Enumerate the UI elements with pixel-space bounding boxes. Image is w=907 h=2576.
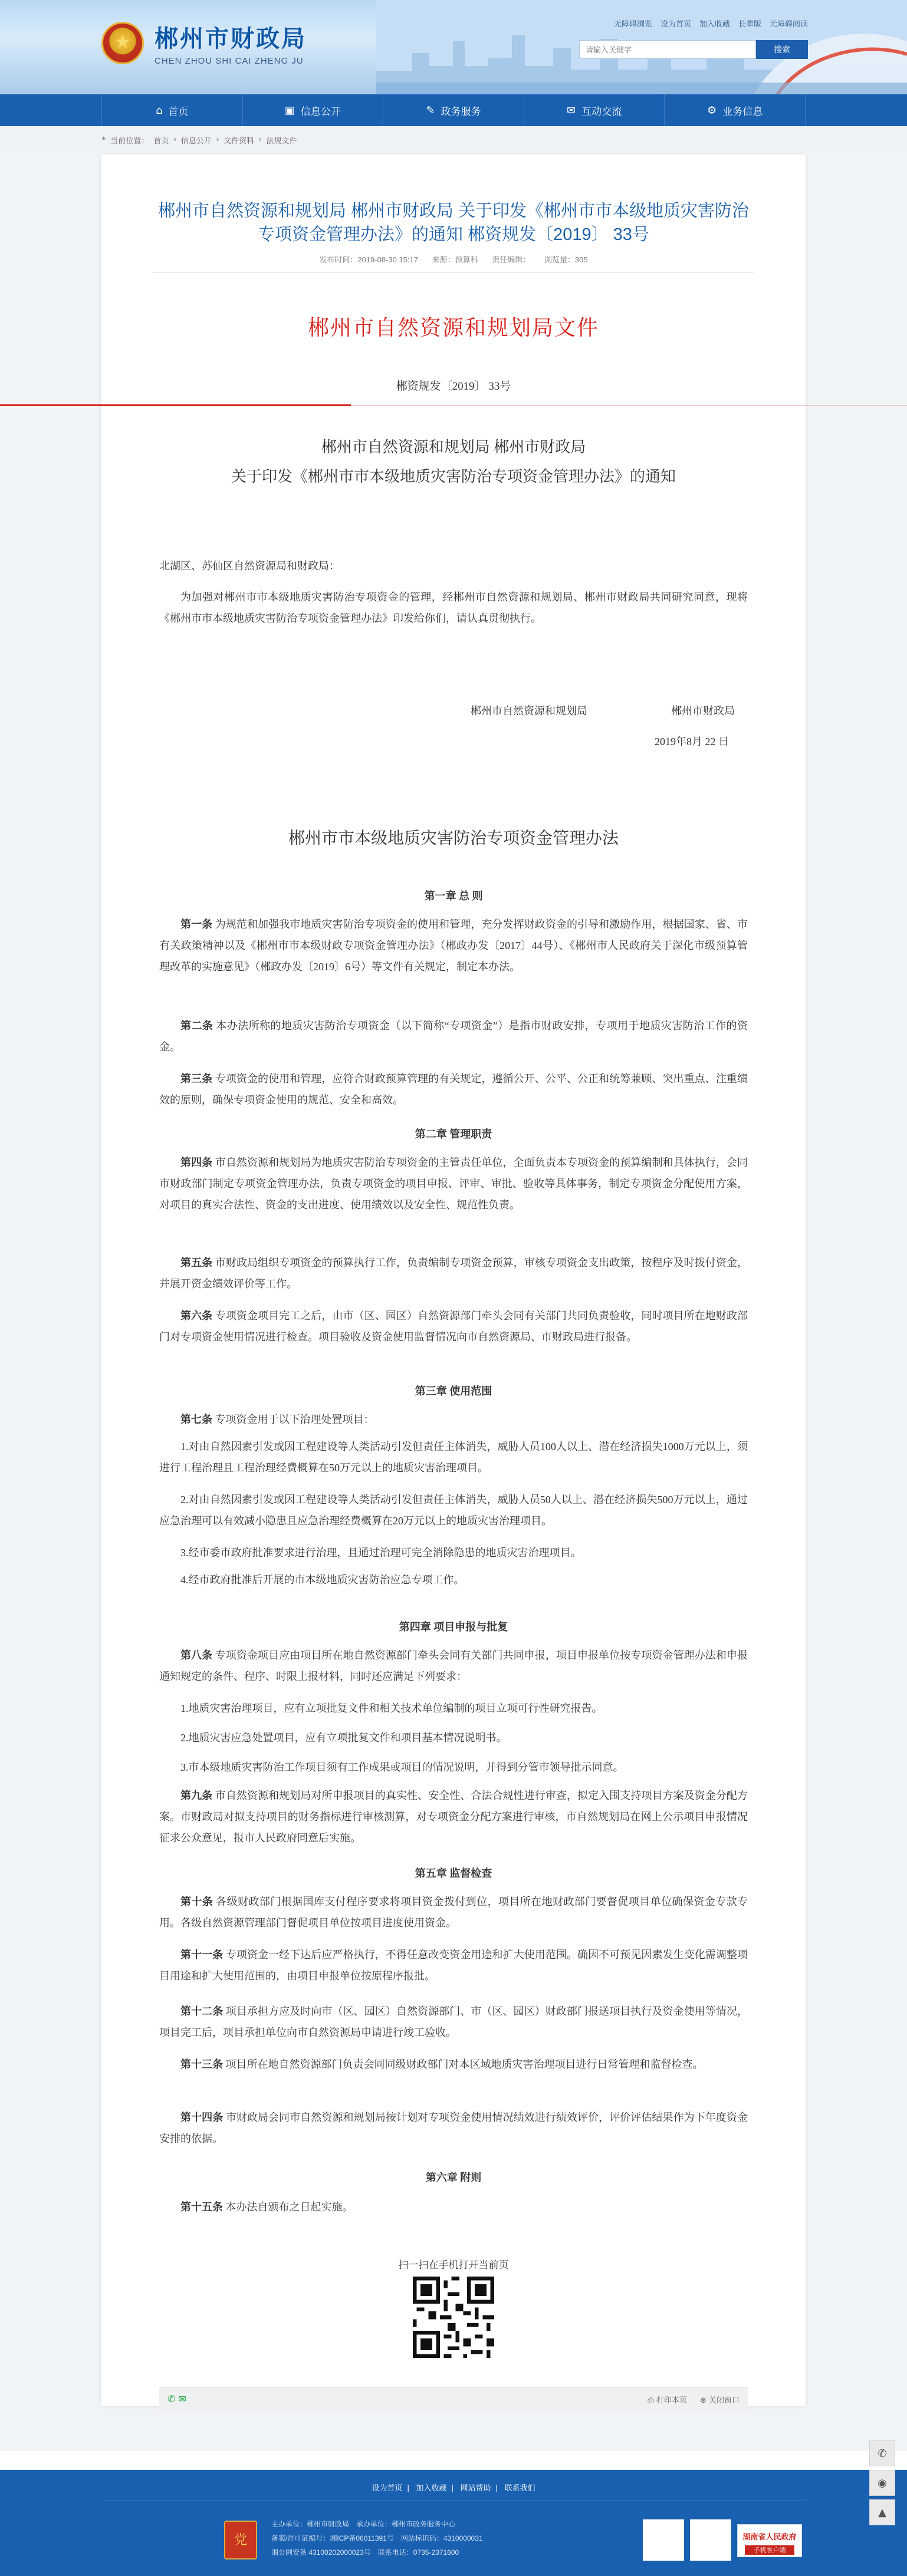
chapter-heading: 第三章 使用范围 (415, 1385, 492, 1397)
article-paragraph (159, 1068, 748, 1111)
breadcrumb-prefix: 当前位置： (110, 136, 149, 145)
article-meta (153, 253, 754, 265)
article-label: 第二条 (180, 1020, 213, 1032)
article-text: 项目所在地自然资源部门负责会同同级财政部门对本区域地质灾害治理项目进行日常管理和监督检查。 (223, 2058, 704, 2070)
article-label: 第十二条 (180, 2005, 224, 2017)
article-label: 第十三条 (180, 2058, 223, 2070)
red-header-title: 郴州市自然资源和规划局文件 (307, 316, 599, 340)
red-divider-thin (351, 405, 907, 406)
article-label: 第九条 (180, 1790, 213, 1801)
top-link-barrier-free[interactable]: 无障碍阅读 (769, 19, 808, 28)
sign-date: 2019年8月 22 日 (655, 736, 729, 747)
article-label: 第八条 (180, 1649, 213, 1661)
article-paragraph (159, 2107, 748, 2149)
article-label: 第一条 (180, 918, 213, 930)
addressee: 北湖区、苏仙区自然资源局和财政局： (159, 560, 340, 572)
close-label: 关闭窗口 (708, 2396, 740, 2404)
arrow-up-icon: ▲ (878, 2506, 886, 2519)
qr-code (413, 2277, 494, 2358)
chapter-heading: 第二章 管理职责 (415, 1128, 492, 1140)
close-icon: ⊗ (699, 2396, 709, 2405)
list-item: 3.经市委市政府批准要求进行治理，且通过治理可完全消除隐患的地质灾害治理项目。 (180, 1547, 581, 1559)
site-name: 郴州市财政局 (155, 26, 307, 52)
article-text: 市自然资源和规划局对所申报项目的真实性、安全性、合法合规性进行审查，拟定入围支持项目方案及资金分配方案。市财政局对拟支持项目的财务指标进行审核测算，对专项资金分配方案进行审核，市自然规划局在网上公示项目申报情况征求公众意见，报市人民政府同意后实施。 (159, 1790, 748, 1844)
chapter-heading: 第五章 监督检查 (415, 1867, 492, 1879)
print-button[interactable] (648, 2394, 687, 2405)
article-text: 专项资金的使用和管理，应符合财政预算管理的有关规定，遵循公开、公平、公正和统筹兼顾、突出重点、注重绩效的原则，确保专项资金使用的规范、安全和高效。 (159, 1073, 748, 1106)
close-window-button[interactable] (700, 2394, 740, 2405)
main-nav (0, 94, 907, 126)
footer-link-help[interactable]: 网站帮助 (460, 2483, 491, 2492)
article-paragraph (159, 2196, 748, 2218)
article-label: 第六条 (180, 1310, 213, 1322)
breadcrumb-regulations[interactable]: 法规文件 (266, 136, 297, 145)
location-icon: ⌖ (101, 134, 106, 143)
article-paragraph (159, 1015, 748, 1058)
intro-paragraph: 为加强对郴州市市本级地质灾害防治专项资金的管理，经郴州市自然资源和规划局、郴州市财政局共同研究同意，现将《郴州市市本级地质灾害防治专项资金管理办法》印发给你们，请认真贯彻执行。 (159, 591, 748, 624)
article-text: 项目承担方应及时向市（区、园区）自然资源部门、市（区、园区）财政部门报送项目执行及资金使用等情况，项目完工后，项目承担单位向市自然资源局申请进行竣工验收。 (159, 2005, 748, 2038)
service-icon: ✎ (426, 104, 435, 117)
share-bar (159, 2387, 748, 2410)
article-paragraph (159, 1252, 748, 1294)
nav-item-service[interactable] (383, 94, 524, 126)
article-title: 郴州市自然资源和规划局 郴州市财政局 关于印发《郴州市市本级地质灾害防治专项资金管理办法》的通知 郴资规发〔2019〕 33号 (157, 202, 750, 244)
article-label: 第三条 (180, 1073, 213, 1085)
footer-organizer: 承办单位：郴州市政务服务中心 (356, 2520, 456, 2528)
article-text: 市自然资源和规划局为地质灾害防治专项资金的主管责任单位，全面负责本专项资金的预算编制和具体执行，会同市财政部门制定专项资金管理办法，负责专项资金的项目申报、评审、审批、验收等具体事务，制定专项资金分配使用方案，对项目的真实合法性、资金的支出进度、使用绩效以及安全性、规范性负责。 (159, 1157, 748, 1211)
back-to-top-button[interactable] (869, 2499, 895, 2525)
top-link-elder-mode[interactable]: 长辈版 (738, 19, 761, 28)
site-header (0, 0, 907, 94)
article-label: 第十五条 (180, 2201, 223, 2213)
top-link-favorite[interactable]: 加入收藏 (699, 19, 730, 28)
article-text: 专项资金项目应由项目所在地自然资源部门牵头会同有关部门共同申报，项目申报单位按专项资金管理办法和申报通知规定的条件、程序、时限上报材料，同时还应满足下列要求： (159, 1649, 748, 1682)
badge-title: 湖南省人民政府 (742, 2532, 797, 2541)
article-label: 第四条 (180, 1157, 213, 1168)
nav-item-interaction[interactable] (524, 94, 665, 126)
chat-icon: ✉ (567, 104, 576, 117)
article-text: 专项资金一经下达后应严格执行，不得任意改变资金用途和扩大使用范围。确因不可预见因素发生变化需调整项目用途和扩大使用范围的，由项目申报单位按原程序报批。 (159, 1949, 748, 1982)
footer-link-contact[interactable]: 联系我们 (504, 2483, 535, 2492)
footer-site-code: 网站标识码：4310000031 (400, 2534, 483, 2542)
list-item: 4.经市政府批准后开展的市本级地质灾害防治应急专项工作。 (180, 1574, 465, 1586)
article-text: 专项资金项目完工之后，由市（区、园区）自然资源部门牵头会同有关部门共同负责验收，同时项目所在地财政部门对专项资金使用情况进行检查。项目验收及资金使用监督情况向市自然资源局、市财政局进行报备。 (159, 1310, 748, 1343)
floating-toolbar (869, 2440, 895, 2529)
badge-subtitle: 手机客户端 (745, 2545, 794, 2555)
view-count: 浏览量：305 (544, 255, 588, 264)
notice-title-line-2: 关于印发《郴州市市本级地质灾害防治专项资金管理办法》的通知 (231, 468, 676, 485)
article-paragraph (159, 1152, 748, 1215)
article-paragraph (159, 914, 748, 977)
chapter-heading: 第一章 总 则 (424, 890, 483, 902)
list-item: 3.市本级地质灾害防治工作项目须有工作成果或项目的情况说明，并得到分管市领导批示同意。 (180, 1761, 624, 1773)
chapter-heading: 第四章 项目申报与批复 (399, 1621, 508, 1633)
article-label: 第十条 (180, 1896, 213, 1908)
qr-label: 扫一扫在手机打开当前页 (398, 2259, 509, 2271)
nav-label: 业务信息 (722, 106, 763, 117)
nav-item-home[interactable] (101, 94, 243, 126)
list-item: 2.对由自然因素引发或因工程建设等人类活动引发但责任主体消失，威胁人员50人以上、潜在经济损失500万元以上，通过应急治理可以有效减小隐患且应急治理经费概算在20万元以上的地质灾害治理项目。 (159, 1494, 748, 1527)
site-footer (0, 2470, 907, 2576)
top-links (614, 18, 808, 29)
article-paragraph (159, 2001, 748, 2043)
article-paragraph (159, 1645, 748, 1687)
search-button[interactable]: 搜索 (756, 40, 808, 59)
footer-links: 设为首页 | 加入收藏 | 网站帮助 | 联系我们 (372, 2483, 535, 2492)
breadcrumb-bar (0, 126, 907, 152)
article-label: 第十四条 (180, 2111, 224, 2123)
article-paragraph (159, 1891, 748, 1933)
article-text: 为规范和加强我市地质灾害防治专项资金的使用和管理，充分发挥财政资金的引导和激励作用，根据国家、省、市有关政策精神以及《郴州市市本级财政专项资金管理办法》（郴政办发〔2017〕44号）、《郴州市人民政府关于深化市级预算管理改革的实施意见》（郴政办发〔2019〕6号）等文件有关规定，制定本办法。 (159, 918, 748, 973)
article-text: 市财政局组织专项资金的预算执行工作，负责编制专项资金预算，审核专项资金支出政策，按程序及时拨付资金，并展开资金绩效评价等工作。 (159, 1257, 748, 1290)
footer-police-record[interactable]: 湘公网安备 43100202000023号 (271, 2548, 371, 2557)
info-icon: ▣ (284, 104, 295, 117)
article-paragraph (159, 1305, 748, 1348)
article-text: 市财政局会同市自然资源和规划局按计划对专项资金使用情况绩效进行绩效评价，评价评估结果作为下年度资金安排的依据。 (159, 2111, 748, 2145)
article-text: 专项资金用于以下治理处置项目： (212, 1414, 374, 1425)
breadcrumb-docs[interactable]: 文件资料 (224, 136, 255, 145)
article-label: 第十一条 (180, 1949, 224, 1961)
footer-phone: 联系电话：0735-2371600 (377, 2548, 459, 2557)
footer-link-set-home[interactable]: 设为首页 (372, 2483, 403, 2492)
weibo-float-button[interactable] (869, 2470, 895, 2496)
wechat-float-button[interactable] (869, 2440, 895, 2466)
footer-qr-code-2 (690, 2519, 731, 2561)
article-label: 第五条 (180, 1257, 213, 1269)
article-text: 各级财政部门根据国库支付程序要求将项目资金拨付到位，项目所在地财政部门要督促项目单位确保资金专款专用。各级自然资源管理部门督促项目单位按项目进度使用资金。 (159, 1896, 748, 1929)
document-number: 郴资规发〔2019〕 33号 (396, 380, 511, 393)
chapter-heading: 第六章 附则 (425, 2172, 482, 2183)
home-icon: ⌂ (156, 104, 163, 117)
search-input[interactable] (579, 40, 756, 59)
site-logo[interactable] (101, 20, 307, 66)
footer-icp[interactable]: 备案/许可证编号：湘ICP备06011391号 (271, 2534, 394, 2542)
footer-link-favorite[interactable]: 加入收藏 (416, 2483, 447, 2492)
wechat-share-icon[interactable]: ✆ ✉ (167, 2393, 186, 2404)
article-paragraph (159, 2054, 748, 2075)
footer-info (271, 2517, 625, 2559)
regulation-title: 郴州市市本级地质灾害防治专项资金管理办法 (288, 829, 619, 848)
nav-item-business[interactable] (665, 94, 806, 126)
article-paragraph (159, 1944, 748, 1987)
article-editor: 责任编辑： (492, 255, 531, 264)
print-icon: ⎙ (648, 2396, 656, 2405)
footer-sponsor: 主办单位：郴州市财政局 (271, 2520, 350, 2528)
article-label: 第七条 (180, 1414, 212, 1425)
wechat-icon: ✆ (878, 2447, 887, 2460)
nav-label: 首页 (168, 106, 189, 117)
breadcrumb: ⌖ 当前位置： 首页 › 信息公开 › 文件资料 › 法规文件 (101, 134, 297, 145)
print-label: 打印本页 (656, 2396, 687, 2404)
breadcrumb-home[interactable]: 首页 (153, 136, 169, 145)
article-text: 本办法所称的地质灾害防治专项资金（以下简称“专项资金”）是指市财政安排，专项用于地质灾害防治工作的资金。 (159, 1020, 748, 1053)
article-paragraph (159, 1785, 748, 1849)
red-divider (0, 404, 351, 406)
list-item: 1.地质灾害治理项目，应有立项批复文件和相关技术单位编制的项目立项可行性研究报告。 (180, 1702, 603, 1714)
divider (153, 272, 754, 273)
notice-title-line-1: 郴州市自然资源和规划局 郴州市财政局 (321, 439, 586, 456)
party-gov-badge-icon[interactable] (224, 2521, 257, 2559)
signatory-2: 郴州市财政局 (671, 705, 735, 717)
top-link-accessibility[interactable]: 无障碍浏览 (613, 19, 652, 28)
article-source: 来源：预算科 (432, 255, 478, 264)
business-icon: ⚙ (707, 104, 717, 117)
article-paragraph (159, 1409, 748, 1430)
hunan-gov-app-badge[interactable] (737, 2524, 802, 2557)
list-item: 1.对由自然因素引发或因工程建设等人类活动引发但责任主体消失，威胁人员100人以上、潜在经济损失1000万元以上，须进行工程治理且工程治理经费概算在50万元以上的地质灾害治理项目。 (159, 1441, 748, 1474)
national-emblem-icon (101, 22, 144, 64)
breadcrumb-info[interactable]: 信息公开 (180, 136, 212, 145)
list-item: 2.地质灾害应急处置项目，应有立项批复文件和项目基本情况说明书。 (180, 1732, 507, 1744)
nav-label: 信息公开 (300, 106, 341, 117)
publish-time: 发布时间：2019-08-30 15:17 (319, 255, 419, 264)
signatory-1: 郴州市自然资源和规划局 (471, 705, 587, 717)
nav-label: 政务服务 (441, 106, 481, 117)
article-text: 本办法自颁布之日起实施。 (223, 2201, 353, 2213)
footer-qr-code-1 (643, 2519, 684, 2561)
site-name-en: CHEN ZHOU SHI CAI ZHENG JU (155, 56, 304, 66)
weibo-icon: ◉ (878, 2476, 887, 2489)
nav-label: 互动交流 (581, 106, 622, 117)
nav-item-info[interactable] (243, 94, 384, 126)
top-link-set-home[interactable]: 设为首页 (660, 19, 691, 28)
